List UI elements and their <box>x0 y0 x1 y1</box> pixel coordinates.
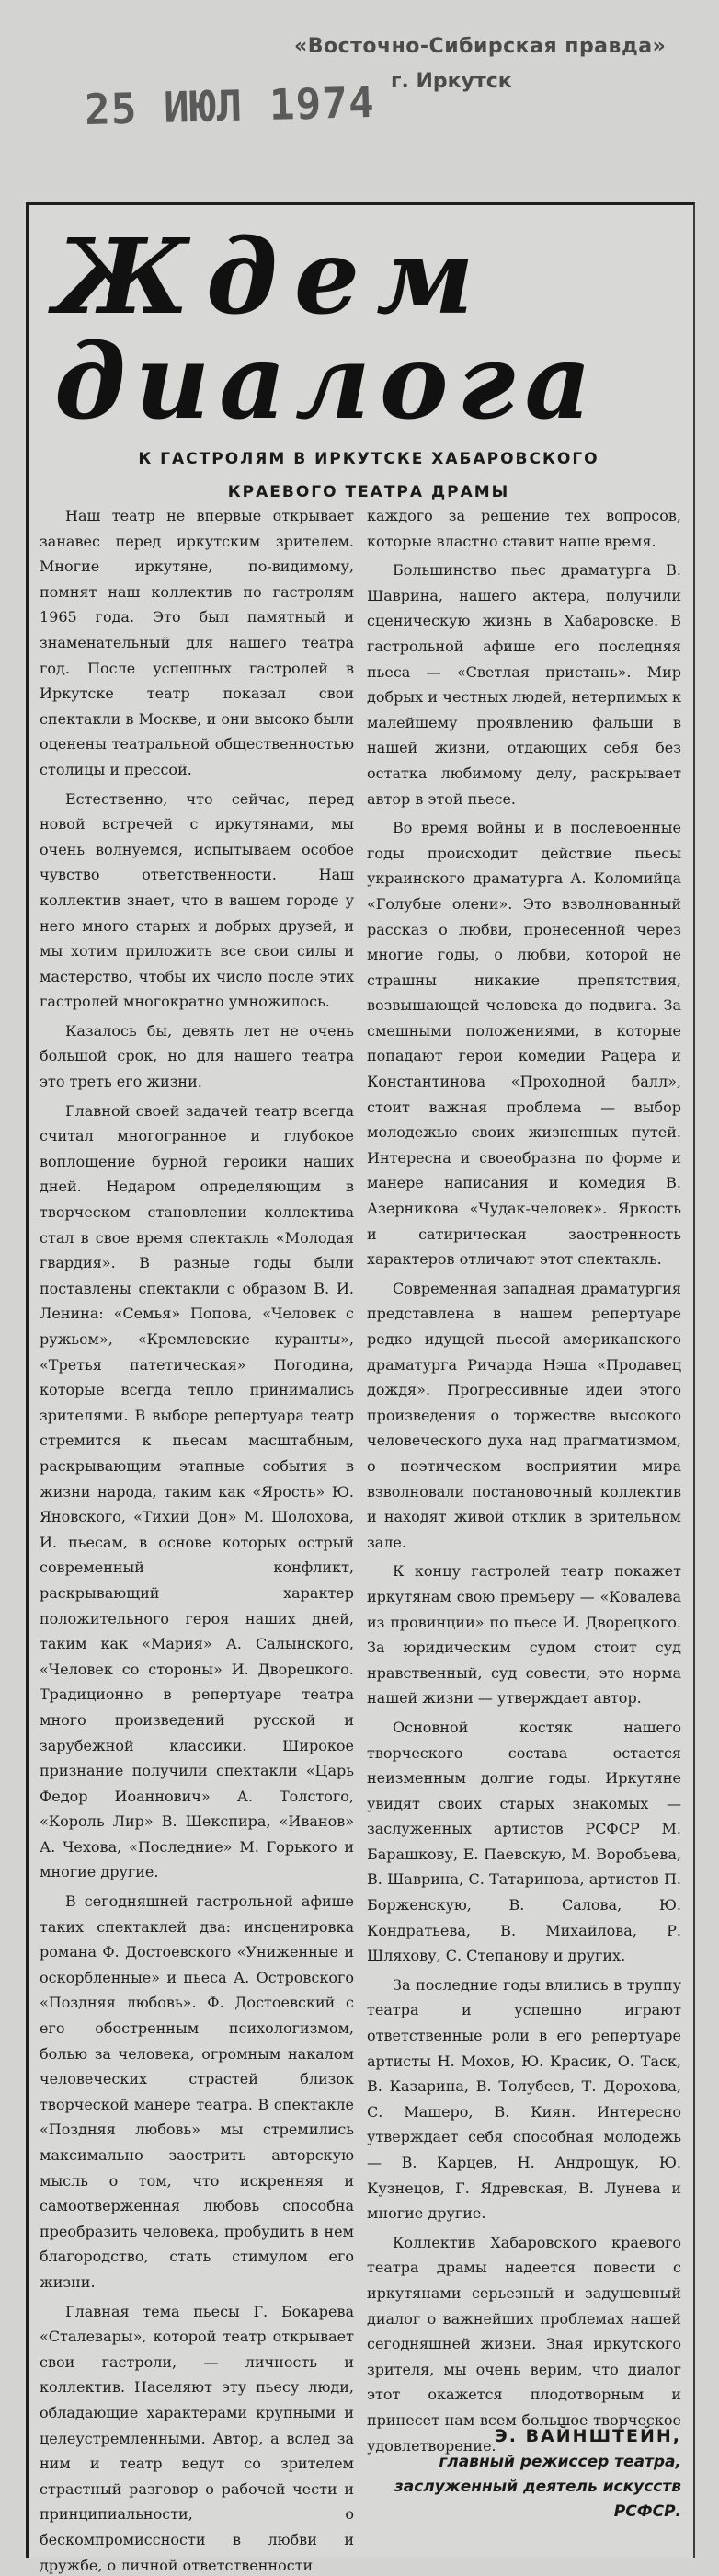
paragraph: В сегодняшней гастрольной афише таких спектаклей два: инсценировка романа Ф. Достоевского «Униженные и оскорбленные» и пьеса А. Островского «Поздняя любовь». Ф. Достоевский с его обостренным психологизмом, болью за человека, огромным накалом человеческих страстей близок творческой манере театра. В спектакле «Поздняя любовь» мы стремились максимально заострить авторскую мысль о том, что искренняя и самоотверженная любовь способна преобразить человека, пробудить в нем благородство, стать стимулом его жизни. <box>40 1892 354 2291</box>
date-stamp: 25 ИЮЛ 1974 <box>84 76 376 135</box>
author-title: главный режиссер театра, заслуженный деятель искусств РСФСР. <box>394 2453 681 2521</box>
paragraph: Главной своей задачей театр всегда считал многогранное и глубокое воплощение бурной героики наших дней. Недаром определяющим в творческом становлении коллектива стал в свое время спектакль «Молодая гвардия». В разные годы были поставлены спектакли с образом В. И. Ленина: «Семья» Попова, «Человек с ружьем», «Кремлевские куранты», «Третья патетическая» Погодина, которые всегда тепло принимались зрителями. В выборе репертуара театр стремится к пьесам масштабным, раскрывающим этапные события в жизни народа, таким как «Ярость» Ю. Яновского, «Тихий Дон» М. Шолохова, И. пьесам, в основе которых острый современный конфликт, раскрывающий характер положительного героя наших дней, таким как «Мария» А. Салынского, «Человек со стороны» И. Дворецкого. Традиционно в репертуаре театра много произведений русской и зарубежной классики. Широкое признание получили спектакли «Царь Федор Иоаннович» А. Толстого, «Король Лир» В. Шекспира, «Иванов» А. Чехова, «Последние» М. Горького и многие другие. <box>40 1101 354 1881</box>
article-right-column <box>367 503 681 2462</box>
paragraph: Коллектив Хабаровского краевого театра драмы надеется повести с иркутянами серьезный и задушевный диалог о важнейших проблемах нашей сегодняшней жизни. Зная иркутского зрителя, мы очень верим, что диалог этот окажется плодотворным и принесет нам всем большое творческое удовлетворение. <box>367 2233 681 2455</box>
article-left-column <box>40 503 354 2576</box>
article-subheading: К ГАСТРОЛЯМ В ИРКУТСКЕ ХАБАРОВСКОГО КРАЕВОГО ТЕАТРА ДРАМЫ <box>138 450 599 501</box>
paragraph: Наш театр не впервые открывает занавес перед иркутским зрителем. Многие иркутяне, по-видимому, помнят наш коллектив по гастролям 1965 года. Это был памятный и знаменательный для нашего театра год. После успешных гастролей в Иркутске театр показал свои спектакли в Москве, и они высоко были оценены театральной общественностью столицы и прессой. <box>40 507 354 778</box>
paragraph: Естественно, что сейчас, перед новой встречей с иркутянами, мы очень волнуемся, испытываем особое чувство ответственности. Наш коллектив знает, что в вашем городе у него много старых и добрых друзей, и мы хотим приложить все свои силы и мастерство, чтобы их число после этих гастролей многократно умножилось. <box>40 789 354 1011</box>
paragraph: Современная западная драматургия представлена в нашем репертуаре редко идущей пьесой американского драматурга Ричарда Нэша «Продавец дождя». Прогрессивные идеи этого произведения о торжестве высокого человеческого духа над прагматизмом, о поэтическом восприятии мира взволновали постановочный коллектив и находят живой отклик в зрительном зале. <box>367 1279 681 1551</box>
paragraph: К концу гастролей театр покажет иркутянам свою премьеру — «Ковалева из провинции» по пьесе И. Дворецкого. За юридическим судом стоит суд нравственный, суд совести, это норма нашей жизни — утверждает автор. <box>367 1562 681 1708</box>
article-headline <box>54 217 679 443</box>
paragraph: Главная тема пьесы Г. Бокарева «Сталевары», которой театр открывает свои гастроли, — личность и коллектив. Населяют эту пьесу люди, обладающие характерами крупными и целеустремленными. Автор, а вслед за ним и театр ведут со зрителем страстный разговор о рабочей чести и принципиальности, о бескомпромиссности в любви и дружбе, о личной ответственности <box>40 2302 354 2574</box>
paragraph: За последние годы влились в труппу театра и успешно играют ответственные роли в его репертуаре артисты Н. Мохов, Ю. Красик, О. Таск, В. Казарина, В. Толубеев, Т. Дорохова, С. Машеро, В. Киян. Интересно утверждает себя способная молодежь — В. Карцев, Н. Андрощук, Ю. Кузнецов, Г. Ядревская, В. Лунева и многие другие. <box>367 1975 681 2223</box>
author-signature <box>378 2422 681 2524</box>
author-name: Э. ВАЙНШТЕЙН, <box>494 2426 681 2446</box>
city-stamp: г. Иркутск <box>391 70 512 93</box>
paragraph: Во время войны и в послевоенные годы происходит действие пьесы украинского драматурга А. Коломийца «Голубые олени». Это взволнованный рассказ о любви, пронесенной через многие годы, о любви, которой не страшны никакие препятствия, возвышающей человека до подвига. За смешными положениями, в которые попадают герои комедии Рацера и Константинова «Проходной балл», стоит важная проблема — выбор молодежью своих жизненных путей. Интересна и своеобразна по форме и манере написания и комедия В. Азерникова «Чудак-человек». Яркость и сатирическая заостренность характеров отличают этот спектакль. <box>367 819 681 1269</box>
article-clipping <box>26 202 695 2574</box>
paragraph: Казалось бы, девять лет не очень большой срок, но для нашего театра это треть его жизни. <box>40 1021 354 1091</box>
headline-line-1: Ждем <box>54 217 491 338</box>
newspaper-source-stamp: «Восточно-Сибирская правда» <box>294 35 667 58</box>
paragraph: Основной костяк нашего творческого состава остается неизменным долгие годы. Иркутяне увидят своих старых знакомых — заслуженных артистов РСФСР М. Барашкову, Е. Паевскую, М. Воробьева, В. Шаврина, С. Татаринова, артистов П. Борженскую, В. Салова, Ю. Кондратьева, В. Михайлова, Р. Шляхову, С. Степанову и других. <box>367 1718 681 1965</box>
paragraph: Большинство пьес драматурга В. Шаврина, нашего актера, получили сценическую жизнь в Хабаровске. В гастрольной афише его последняя пьеса — «Светлая пристань». Мир добрых и честных людей, нетерпимых к малейшему проявлению фальши в нашей жизни, отдающих себя без остатка любимому делу, раскрывает автор в этой пьесе. <box>367 561 681 808</box>
headline-line-2: диалога <box>54 322 601 443</box>
paragraph: каждого за решение тех вопросов, которые властно ставит наше время. <box>367 507 681 550</box>
